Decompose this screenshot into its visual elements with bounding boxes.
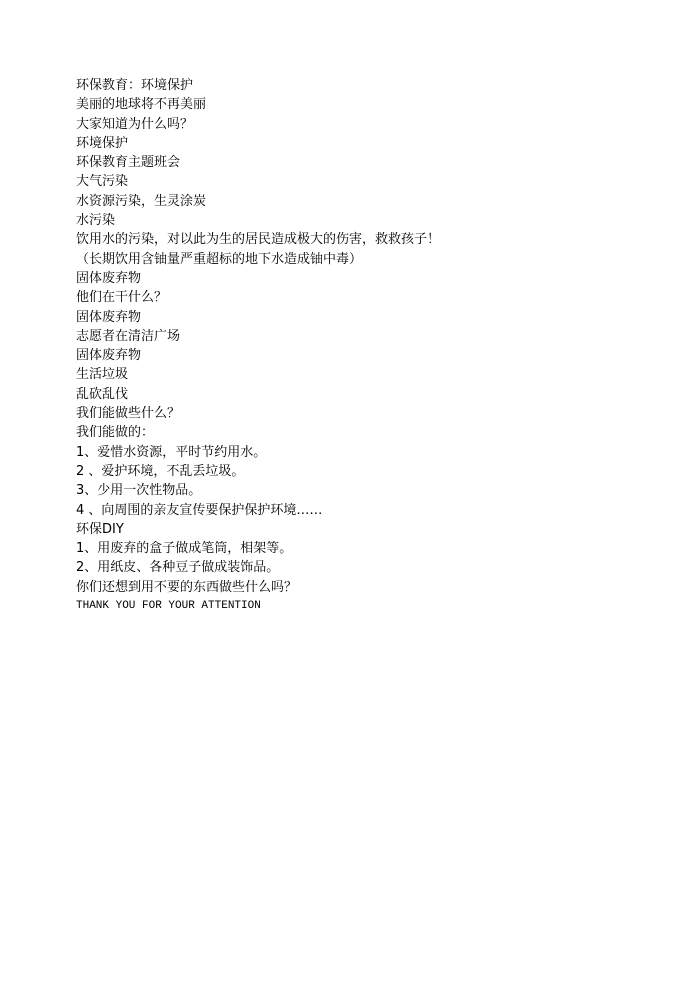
text-line: 环保DIY — [76, 521, 124, 537]
text-line: 大家知道为什么吗？ — [76, 116, 194, 132]
list-item: 3、少用一次性物品。 — [76, 483, 202, 499]
text-line: 乱砍乱伐 — [76, 386, 129, 402]
list-item: 4 、向周围的亲友宣传要保护保护环境…… — [76, 502, 323, 518]
text-line: 饮用水的污染，对以此为生的居民造成极大的伤害，救救孩子！ — [76, 232, 441, 248]
document-body — [76, 76, 636, 616]
text-line: 生活垃圾 — [76, 367, 129, 383]
text-line: 固体废弃物 — [76, 270, 142, 286]
text-line: 大气污染 — [76, 174, 129, 190]
list-item: 1、爱惜水资源，平时节约用水。 — [76, 444, 267, 460]
list-item: 2 、爱护环境，不乱丢垃圾。 — [76, 463, 245, 479]
text-line: 我们能做的： — [76, 425, 155, 441]
text-line: （长期饮用含铀量严重超标的地下水造成铀中毒） — [76, 251, 363, 267]
text-line: 美丽的地球将不再美丽 — [76, 97, 207, 113]
text-line: 环保教育主题班会 — [76, 155, 181, 171]
text-line: 环境保护 — [76, 135, 129, 151]
text-line: 他们在干什么？ — [76, 290, 168, 306]
text-line: 固体废弃物 — [76, 309, 142, 325]
text-line: 志愿者在清洁广场 — [76, 328, 181, 344]
closing-line: THANK YOU FOR YOUR ATTENTION — [76, 600, 261, 613]
text-line: 水资源污染，生灵涂炭 — [76, 193, 207, 209]
text-line: 固体废弃物 — [76, 348, 142, 364]
text-line: 我们能做些什么？ — [76, 406, 181, 422]
text-line: 水污染 — [76, 213, 116, 229]
list-item: 2、用纸皮、各种豆子做成装饰品。 — [76, 560, 280, 576]
text-line: 你们还想到用不要的东西做些什么吗？ — [76, 579, 298, 595]
list-item: 1、用废弃的盒子做成笔筒，相架等。 — [76, 541, 293, 557]
text-line-title: 环保教育：环境保护 — [76, 78, 194, 93]
